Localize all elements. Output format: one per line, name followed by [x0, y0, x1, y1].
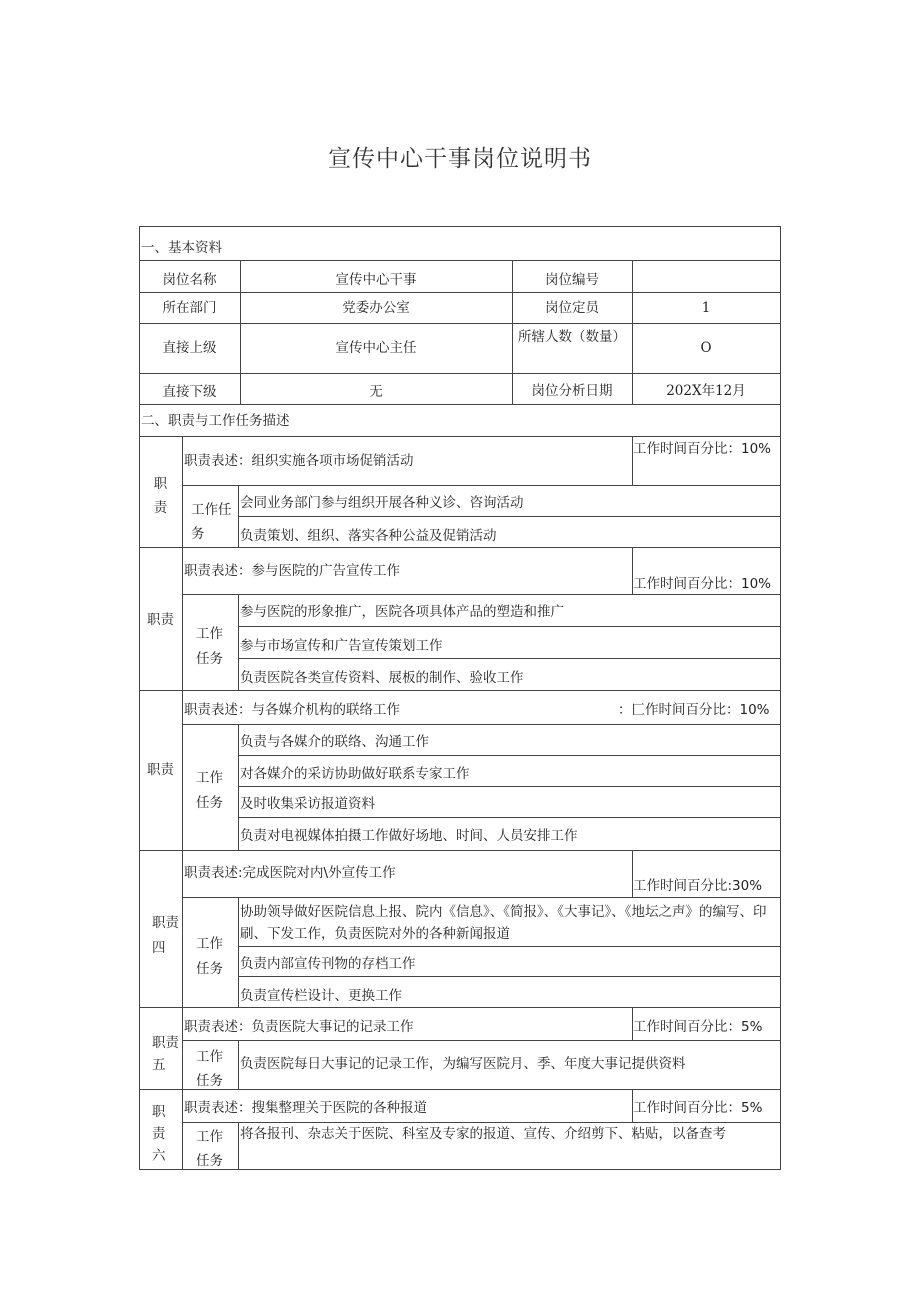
value-direct-subordinate: 无 — [369, 384, 383, 400]
value-subordinate-count: O — [700, 340, 712, 356]
duty-2-task-label: 工作任务 — [196, 626, 223, 667]
duty-5-label: 职责五 — [152, 1035, 179, 1073]
duty-1-label: 职责 — [153, 476, 168, 516]
duty-6-description: 职责表述：搜集整理关于医院的各种报道 — [184, 1100, 427, 1116]
duty-1-task-1: 会同业务部门参与组织开展各种义诊、咨询活动 — [240, 495, 524, 511]
duty-4-label: 职责四 — [152, 915, 179, 956]
label-direct-superior: 直接上级 — [162, 340, 217, 356]
duty-5-description: 职责表述：负责医院大事记的记录工作 — [184, 1019, 414, 1035]
label-job-code: 岗位编号 — [545, 272, 599, 288]
duty-6-task-label: 工作任务 — [196, 1129, 223, 1169]
duty-1-time-percent: 工作时间百分比：10% — [633, 441, 772, 457]
duty-2-label: 职责 — [147, 612, 174, 628]
duty-3-task-label: 工作任务 — [196, 770, 223, 811]
duty-3-task-4: 负责对电视媒体拍摄工作做好场地、时间、人员安排工作 — [240, 828, 578, 844]
duty-3-description: 职责表述：与各媒介机构的联络工作 — [184, 702, 400, 718]
duty-6-label: 职责六 — [152, 1104, 166, 1164]
duty-4-time-percent: 工作时间百分比:30% — [633, 878, 763, 894]
duty-4-task-label: 工作任务 — [196, 936, 223, 977]
label-subordinate-count: 所辖人数（数量） — [518, 329, 626, 345]
duty-3-task-1: 负责与各媒介的联络、沟通工作 — [240, 734, 429, 750]
duty-3-label: 职责 — [147, 762, 174, 778]
duty-2-time-percent: 工作时间百分比：10% — [633, 576, 772, 592]
value-job-name: 宣传中心干事 — [335, 272, 417, 288]
label-analysis-date: 岗位分析日期 — [531, 383, 613, 399]
value-department: 党委办公室 — [342, 300, 410, 316]
label-job-name: 岗位名称 — [162, 272, 217, 288]
duty-5-task-label: 工作任务 — [196, 1049, 223, 1089]
page-title: 宣传中心干事岗位说明书 — [328, 146, 592, 172]
duty-2-description: 职责表述：参与医院的广告宣传工作 — [184, 563, 400, 579]
duty-4-description: 职责表述:完成医院对内\外宣传工作 — [184, 865, 396, 881]
duty-2-task-1: 参与医院的形象推广，医院各项具体产品的塑造和推广 — [240, 604, 564, 620]
section-duties-title: 二、职责与工作任务描述 — [141, 413, 290, 429]
duty-6-task-1: 将各报刊、杂志关于医院、科室及专家的报道、宣传、介绍剪下、粘贴，以备查考 — [240, 1126, 726, 1142]
duty-4-task-1: 协助领导做好医院信息上报、院内《信息》、《简报》、《大事记》、《地坛之声》的编写、印刷、下发工作，负责医院对外的各种新闻报道 — [240, 904, 767, 942]
duty-5-time-percent: 工作时间百分比：5% — [633, 1019, 763, 1035]
duty-5-task-1: 负责医院每日大事记的记录工作，为编写医院月、季、年度大事记提供资料 — [240, 1056, 686, 1072]
label-department: 所在部门 — [162, 300, 217, 316]
value-direct-superior: 宣传中心主任 — [335, 340, 417, 356]
duty-2-task-3: 负责医院各类宣传资料、展板的制作、验收工作 — [240, 670, 524, 686]
section-basic-info-title: 一、基本资料 — [141, 240, 222, 256]
value-headcount: 1 — [701, 300, 711, 316]
label-headcount: 岗位定员 — [545, 300, 599, 316]
duty-1-description: 职责表述：组织实施各项市场促销活动 — [184, 453, 414, 469]
label-direct-subordinate: 直接下级 — [162, 384, 217, 400]
duty-1-task-label: 工作任务 — [191, 502, 232, 542]
duty-3-time-percent: ：匚作时间百分比：10% — [618, 702, 770, 718]
duty-4-task-3: 负责宣传栏设计、更换工作 — [240, 988, 402, 1004]
duty-2-task-2: 参与市场宣传和广告宣传策划工作 — [240, 638, 443, 654]
duty-4-task-2: 负责内部宣传刊物的存档工作 — [240, 956, 416, 972]
duty-6-time-percent: 工作时间百分比：5% — [633, 1100, 763, 1116]
duty-3-task-3: 及时收集采访报道资料 — [240, 796, 375, 812]
duty-1-task-2: 负责策划、组织、落实各种公益及促销活动 — [240, 528, 497, 544]
duty-3-task-2: 对各媒介的采访协助做好联系专家工作 — [240, 766, 470, 782]
value-analysis-date: 202X年12月 — [666, 383, 746, 399]
